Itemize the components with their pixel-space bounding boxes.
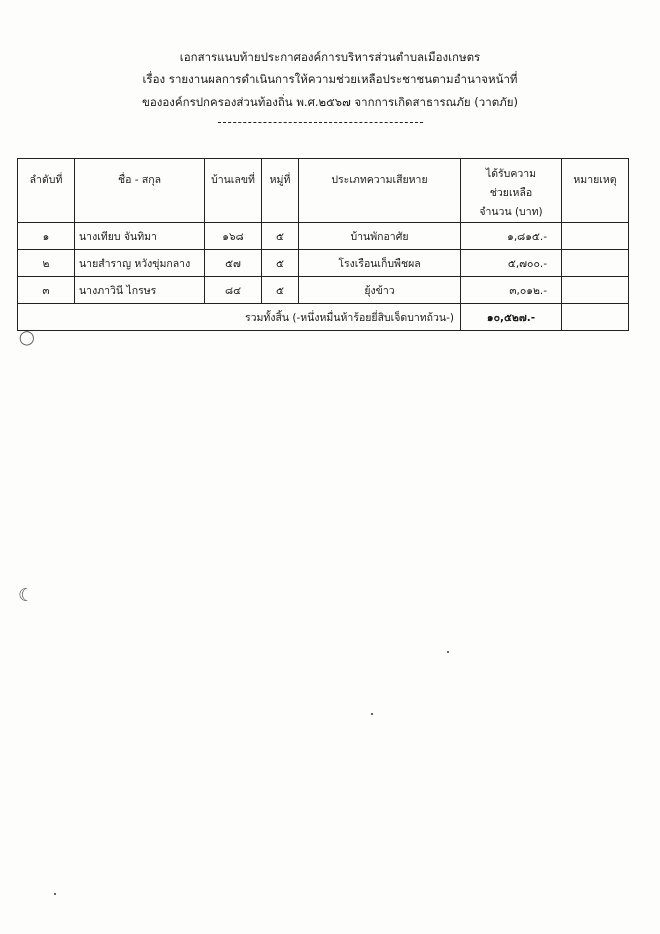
cell-no: ๒ — [18, 250, 75, 277]
scan-artifact-dot — [447, 651, 449, 653]
cell-house: ๘๔ — [205, 277, 262, 304]
cell-house: ๕๗ — [205, 250, 262, 277]
scan-artifact-dot — [371, 713, 373, 715]
header-line-1: เอกสารแนบท้ายประกาศองค์การบริหารส่วนตำบลเมืองเกษตร — [179, 50, 481, 64]
cell-name: นางภาวินี ไกรษร — [75, 277, 205, 304]
col-header-amount-line1: ได้รับความ — [485, 168, 537, 180]
scan-artifact-dot — [54, 893, 56, 895]
cell-no: ๓ — [18, 277, 75, 304]
cell-house: ๑๖๘ — [205, 223, 262, 250]
table-row — [18, 250, 629, 277]
col-header-amount-line3: จำนวน (บาท) — [479, 206, 543, 218]
cell-no: ๑ — [18, 223, 75, 250]
cell-amount: ๕,๗๐๐.- — [461, 250, 562, 277]
cell-remark — [562, 223, 629, 250]
table-row — [18, 277, 629, 304]
cell-remark — [562, 250, 629, 277]
scan-artifact-mark: ☾ — [18, 585, 35, 606]
total-row — [18, 304, 629, 331]
col-header-amount — [461, 159, 562, 223]
scan-artifact-mark: ◯ — [19, 330, 35, 346]
cell-damage: บ้านพักอาศัย — [299, 223, 461, 250]
col-header-house: บ้านเลขที่ — [205, 159, 262, 223]
total-label: รวมทั้งสิ้น (-หนึ่งหมื่นห้าร้อยยี่สิบเจ็ดบาทถ้วน-) — [18, 304, 461, 331]
cell-remark — [562, 277, 629, 304]
col-header-remark: หมายเหตุ — [562, 159, 629, 223]
header-line-2: เรื่อง รายงานผลการดำเนินการให้ความช่วยเหลือประชาชนตามอำนาจหน้าที่ — [142, 72, 518, 86]
table-row — [18, 223, 629, 250]
cell-amount: ๑,๘๑๕.- — [461, 223, 562, 250]
cell-moo: ๕ — [262, 250, 299, 277]
total-amount: ๑๐,๕๒๗.- — [461, 304, 562, 331]
col-header-amount-line2: ช่วยเหลือ — [489, 187, 533, 199]
cell-damage: โรงเรือนเก็บพืชผล — [299, 250, 461, 277]
header-divider — [218, 122, 423, 123]
cell-moo: ๕ — [262, 277, 299, 304]
table-header-row — [18, 159, 629, 223]
cell-name: นางเทียบ จันทิมา — [75, 223, 205, 250]
cell-moo: ๕ — [262, 223, 299, 250]
col-header-moo: หมู่ที่ — [262, 159, 299, 223]
relief-table — [17, 158, 629, 331]
cell-damage: ยุ้งข้าว — [299, 277, 461, 304]
col-header-no: ลำดับที่ — [18, 159, 75, 223]
total-remark — [562, 304, 629, 331]
col-header-damage: ประเภทความเสียหาย — [299, 159, 461, 223]
col-header-name: ชื่อ - สกุล — [75, 159, 205, 223]
cell-amount: ๓,๐๑๒.- — [461, 277, 562, 304]
header-line-3: ขององค์กรปกครองส่วนท้องถิ่น พ.ศ.๒๕๖๗ จากการเกิดสาธารณภัย (วาตภัย) — [142, 95, 518, 109]
cell-name: นายสำราญ หวังขุ่มกลาง — [75, 250, 205, 277]
